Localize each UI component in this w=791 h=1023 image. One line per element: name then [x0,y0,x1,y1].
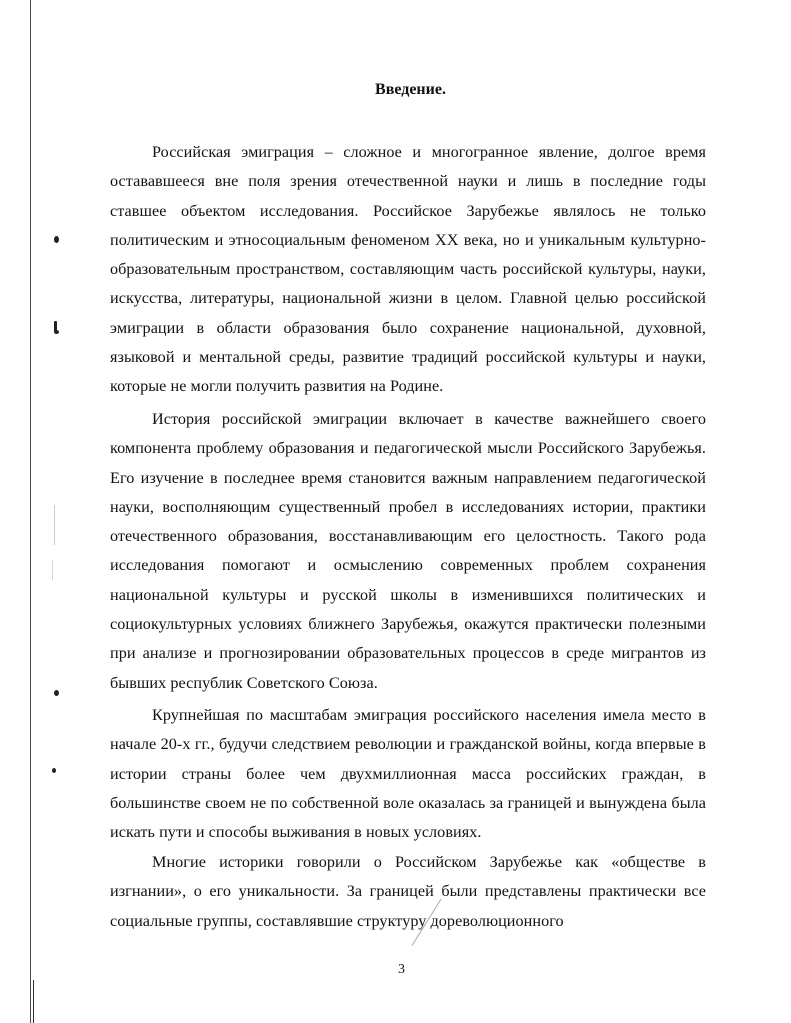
paragraph: Многие историки говорили о Российском Зарубежье как «обществе в изгнании», о его уникальности. За границей были представлены практически все социальные группы, составлявшие структуру дореволюционного [110,853,706,930]
scan-mark [52,560,53,580]
scan-speck [54,690,59,696]
scan-speck [54,236,59,243]
scan-speck [52,768,56,773]
page-title: Введение. [375,81,446,98]
scan-mark [54,505,55,545]
page-number: 3 [398,962,405,977]
paragraph: История российской эмиграции включает в качестве важнейшего своего компонента проблему образования и педагогической мысли Российского Зарубежья. Его изучение в последнее время становится важным направлением педагогической науки, восполняющим существенный пробел в исследованиях истории, практики отечественного образования, восстанавливающим его целостность. Такого рода исследования помогают и осмыслению современных проблем сохранения национальной культуры и русской школы в изменившихся политических и социокультурных условиях ближнего Зарубежья, окажутся практически полезными при анализе и прогнозировании образовательных процессов в среде мигрантов из бывших республик Советского Союза. [110,410,706,692]
paragraph: Российская эмиграция – сложное и многогранное явление, долгое время остававшееся вне поля зрения отечественной науки и лишь в последние годы ставшее объектом исследования. Российское Зарубежье являлось не только политическим и этносоциальным феноменом XX века, но и уникальным культурно-образовательным пространством, составляющим часть российской культуры, науки, искусства, литературы, национальной жизни в целом. Главной целью российской эмиграции в области образования было сохранение национальной, духовной, языковой и ментальной среды, развитие традиций российской культуры и науки, которые не могли получить развития на Родине. [110,143,706,396]
scan-edge-line [33,980,34,1023]
paragraph: Крупнейшая по масштабам эмиграция российского населения имела место в начале 20-х гг., будучи следствием революции и гражданской войны, когда впервые в истории страны более чем двухмиллионная масса российских граждан, в большинстве своем не по собственной воле оказалась за границей и вынуждена была искать пути и способы выживания в новых условиях. [110,706,706,842]
scan-speck [54,330,59,334]
scan-edge-line [30,0,31,1023]
